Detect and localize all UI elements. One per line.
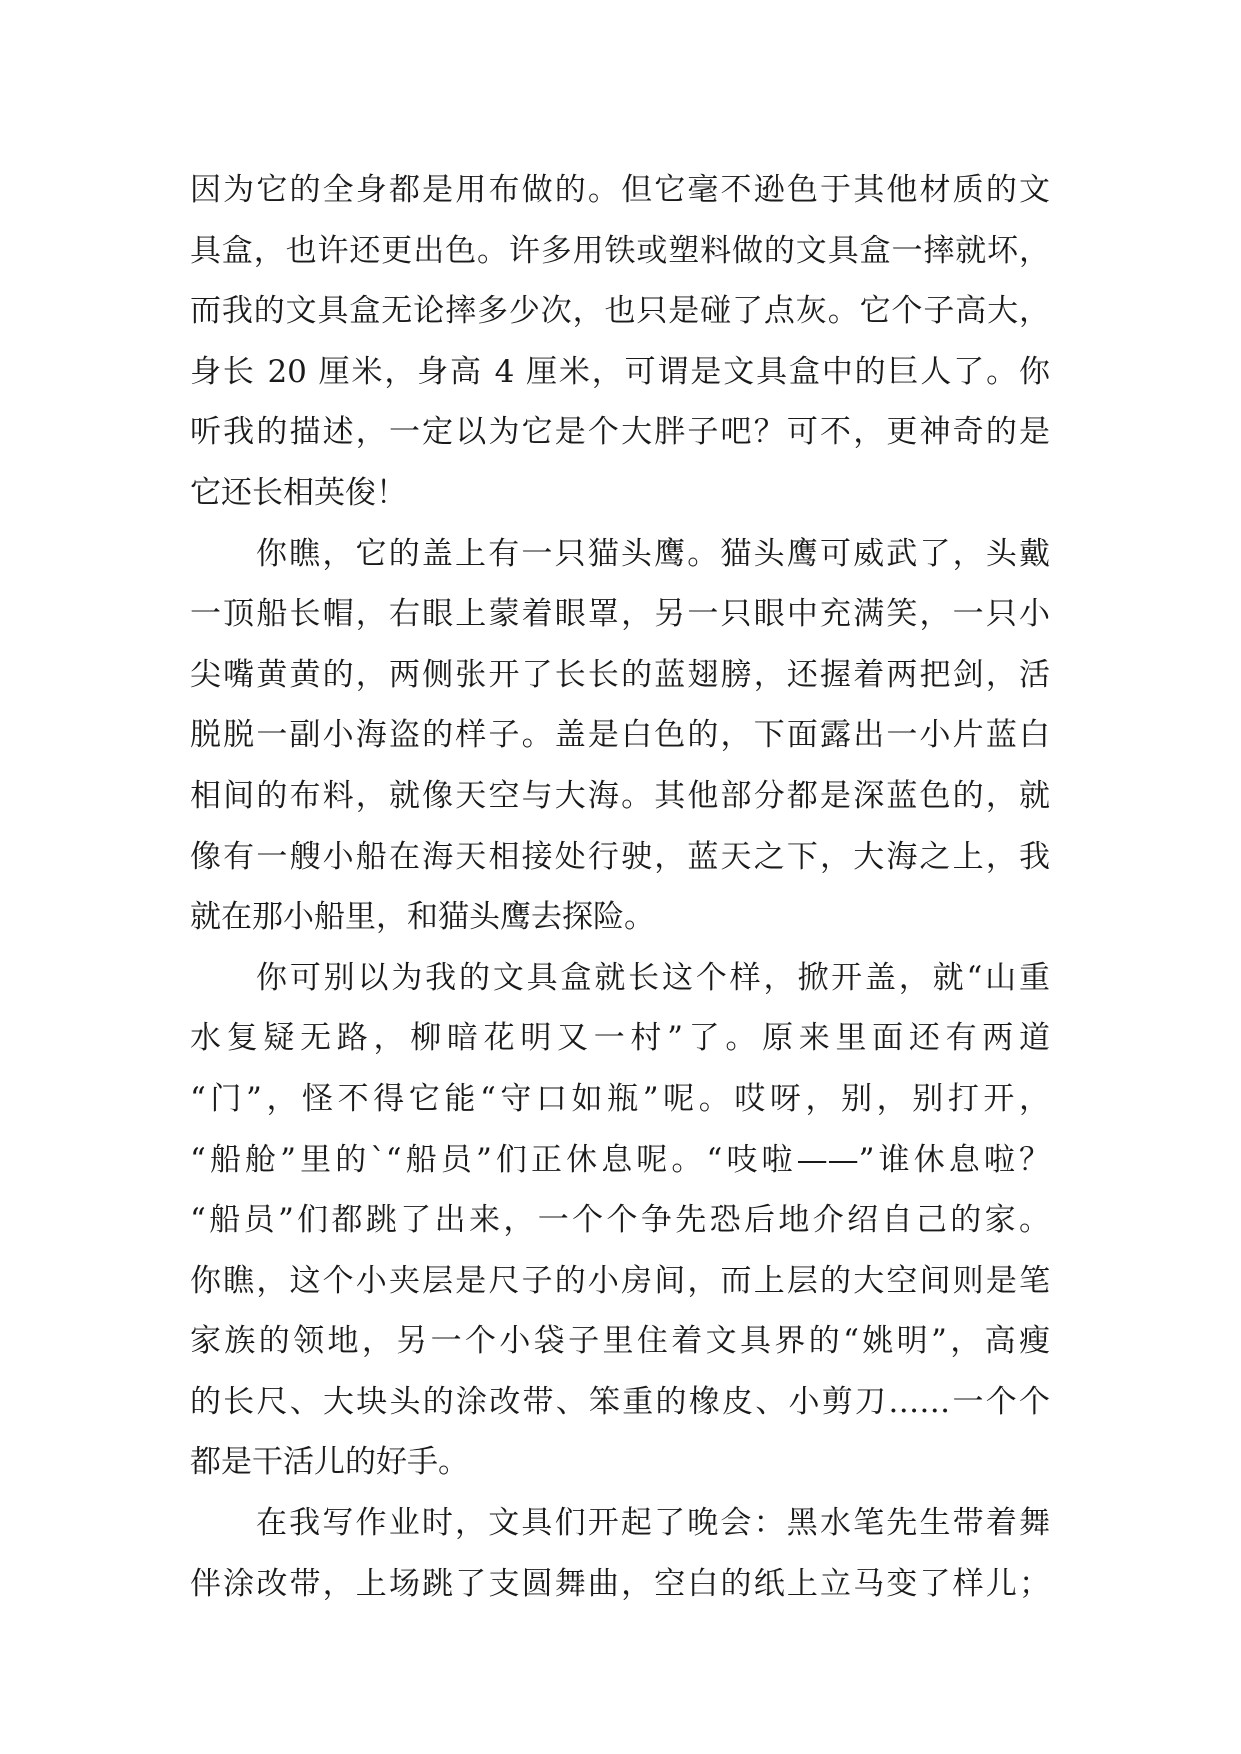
text-line: 像有一艘小船在海天相接处行驶，蓝天之下，大海之上，我 xyxy=(190,838,1050,875)
text-line: “船舱”里的`“船员”们正休息呢。“吱啦——”谁休息啦？ xyxy=(190,1141,1050,1178)
text-line: 听我的描述，一定以为它是个大胖子吧？可不，更神奇的是 xyxy=(190,414,1050,451)
text-line: 你瞧，这个小夹层是尺子的小房间，而上层的大空间则是笔 xyxy=(190,1262,1050,1299)
text-line: 而我的文具盒无论摔多少次，也只是碰了点灰。它个子高大， xyxy=(190,293,1050,330)
text-line: 伴涂改带，上场跳了支圆舞曲，空白的纸上立马变了样儿； xyxy=(190,1565,1050,1602)
text-line: 水复疑无路，柳暗花明又一村”了。原来里面还有两道 xyxy=(190,1020,1050,1057)
text-line: “门”，怪不得它能“守口如瓶”呢。哎呀，别，别打开， xyxy=(190,1080,1050,1117)
text-line: 你瞧，它的盖上有一只猫头鹰。猫头鹰可威武了，头戴 xyxy=(256,535,1050,572)
essay-body xyxy=(190,160,1050,1614)
text-line: “船员”们都跳了出来，一个个争先恐后地介绍自己的家。 xyxy=(190,1202,1050,1239)
text-line: 就在那小船里，和猫头鹰去探险。 xyxy=(190,899,655,936)
text-line: 都是干活儿的好手。 xyxy=(190,1444,469,1481)
text-line: 身长 20 厘米，身高 4 厘米，可谓是文具盒中的巨人了。你 xyxy=(190,353,1050,390)
text-line: 在我写作业时，文具们开起了晚会：黑水笔先生带着舞 xyxy=(256,1505,1050,1542)
text-line: 家族的领地，另一个小袋子里住着文具界的“姚明”，高瘦 xyxy=(190,1323,1050,1360)
text-line: 脱脱一副小海盗的样子。盖是白色的，下面露出一小片蓝白 xyxy=(190,717,1050,754)
text-line: 它还长相英俊！ xyxy=(190,474,407,511)
text-line: 具盒，也许还更出色。许多用铁或塑料做的文具盒一摔就坏， xyxy=(190,232,1050,269)
text-line: 因为它的全身都是用布做的。但它毫不逊色于其他材质的文 xyxy=(190,172,1050,208)
text-line: 一顶船长帽，右眼上蒙着眼罩，另一只眼中充满笑，一只小 xyxy=(190,596,1050,633)
text-line: 的长尺、大块头的涂改带、笨重的橡皮、小剪刀……一个个 xyxy=(190,1383,1050,1420)
text-line: 你可别以为我的文具盒就长这个样，掀开盖，就“山重 xyxy=(256,959,1050,996)
text-line: 尖嘴黄黄的，两侧张开了长长的蓝翅膀，还握着两把剑，活 xyxy=(190,656,1050,693)
text-line: 相间的布料，就像天空与大海。其他部分都是深蓝色的，就 xyxy=(190,777,1050,814)
